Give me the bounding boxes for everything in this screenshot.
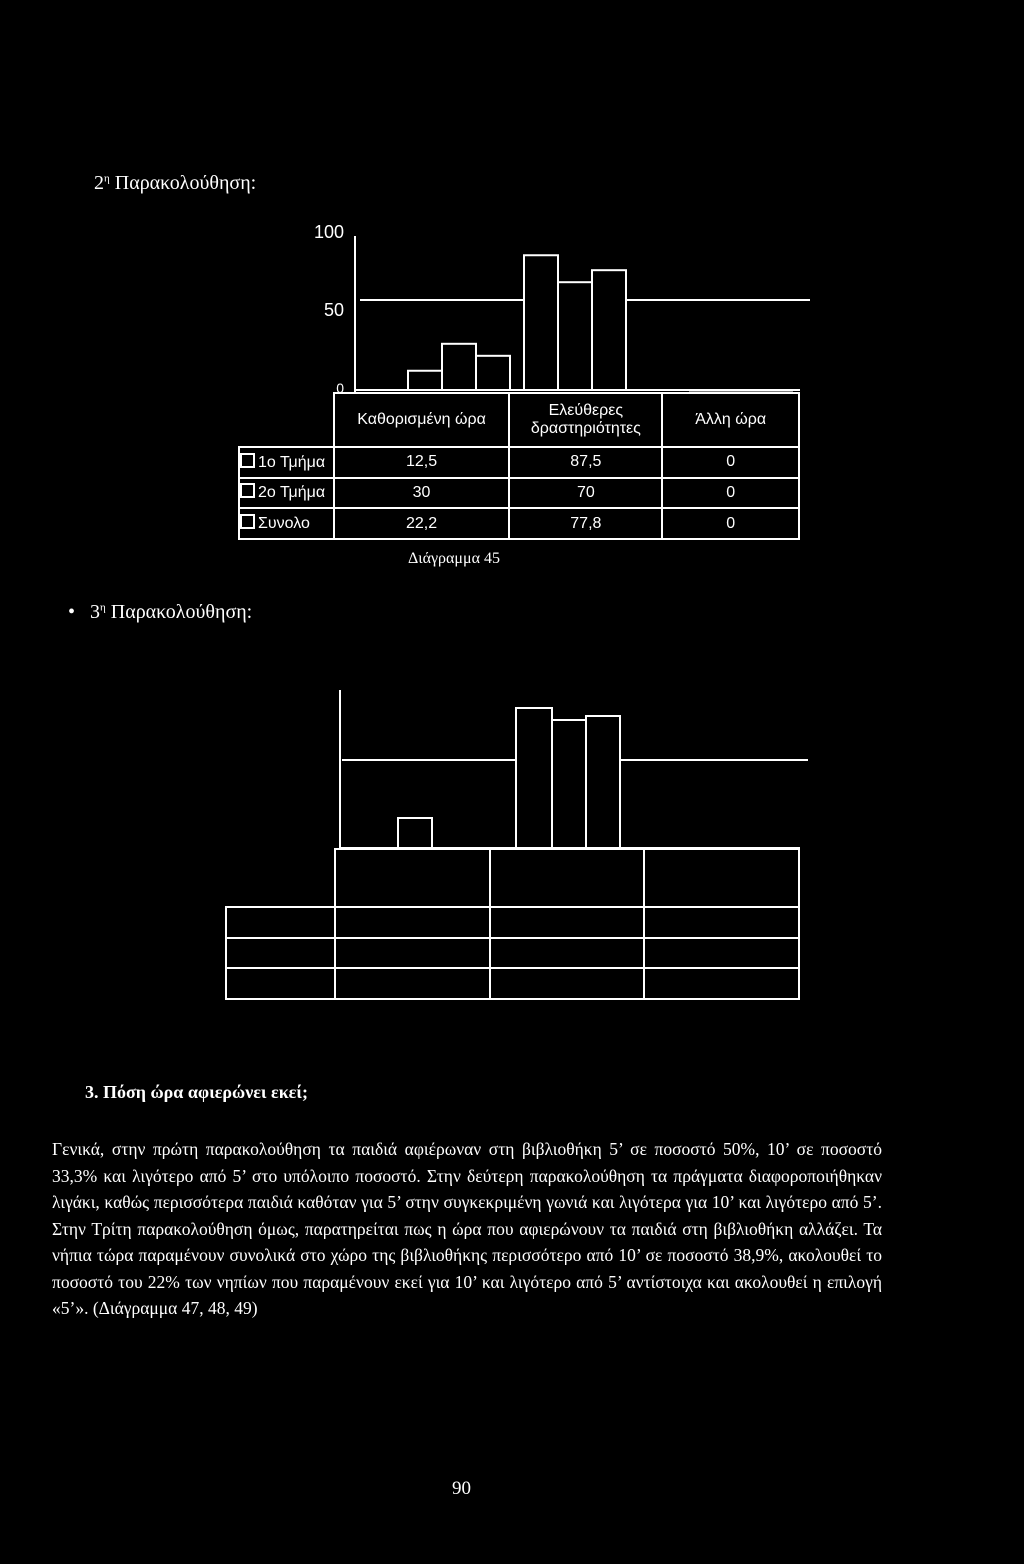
table-row [226, 907, 799, 938]
legend-swatch [240, 453, 255, 468]
chart-2-bar-1 [398, 818, 432, 848]
chart-2-bar-4 [586, 716, 620, 848]
bar-3-cat-3 [758, 390, 792, 391]
chart-2-bar-2 [516, 708, 552, 848]
table-header-cell: Άλλη ώρα [662, 393, 799, 447]
y-tick-100: 100 [313, 222, 344, 242]
chart-1-data-table [238, 392, 800, 540]
diagram-reference: (Διάγραμμα 47, 48, 49) [92, 1298, 258, 1318]
figure-caption: Διάγραμμα 45 [408, 550, 500, 567]
section-title: 3. Πόση ώρα αφιερώνει εκεί; [85, 1082, 308, 1102]
bar-3-cat-1 [476, 356, 510, 390]
bar-1-cat-2 [524, 255, 558, 390]
table-header-cell: Ελεύθερες δραστηριότητες [509, 393, 662, 447]
y-tick-0: 0 [336, 380, 344, 396]
page-number: 90 [452, 1478, 471, 1499]
heading-third-observation: • $3^\eta$ Παρακολούθηση: [68, 601, 253, 623]
table-header-cell: Καθορισμένη ώρα [334, 393, 510, 447]
bar-3-cat-2 [592, 270, 626, 390]
bar-2-cat-1 [442, 344, 476, 390]
table-row [226, 968, 799, 999]
table-row: 1ο Τμήμα 12,5 87,5 0 [239, 447, 799, 478]
table-row [226, 938, 799, 969]
bar-1-cat-3 [690, 390, 724, 391]
bar-2-cat-2 [558, 282, 592, 390]
chart-2-data-table [225, 848, 800, 1000]
chart-2-plot [0, 600, 1024, 860]
y-tick-50: 50 [323, 300, 344, 320]
body-paragraph: Γενικά, στην πρώτη παρακολούθηση τα παιδιά αφιέρωναν στη βιβλιοθήκη 5’ σε ποσοστό 50%, 10’ σε ποσοστό 33,3% και λιγότερο από 5’ στο υπόλοιπο ποσοστό. Στην δεύτερη παρακολούθηση τα πράγματα διαφοροποιήθηκαν λιγάκι, καθώς περισσότερα παιδιά καθόταν για 5’ στην συγκεκριμένη γωνιά και λιγότερα για 10’ και λιγότερο από 5’. Στην Τρίτη παρακολούθηση όμως, παρατηρείται πως η ώρα που αφιερώνουν τα παιδιά στη βιβλιοθήκη αλλάζει. Τα νήπια τώρα παραμένουν συνολικά στο χώρο της βιβλιοθήκης περισσότερο από 10’ σε ποσοστό 38,9%, ακολουθεί το ποσοστό του 22% των νηπίων που παραμένουν εκεί για 10’ και λιγότερο από 5’ αντίστοιχα και ακολουθεί η επιλογή «5’». (Διάγραμμα 47, 48, 49) [52, 1139, 882, 1318]
heading-second-observation: $2^\eta$ Παρακολούθηση: [94, 172, 257, 194]
table-row: Συνολο 22,2 77,8 0 [239, 508, 799, 539]
bar-2-cat-3 [724, 390, 758, 391]
table-row: 2ο Τμήμα 30 70 0 [239, 478, 799, 509]
bar-1-cat-1 [408, 371, 442, 390]
chart-2-bar-3 [552, 720, 586, 848]
legend-swatch [240, 483, 255, 498]
legend-swatch [240, 514, 255, 529]
